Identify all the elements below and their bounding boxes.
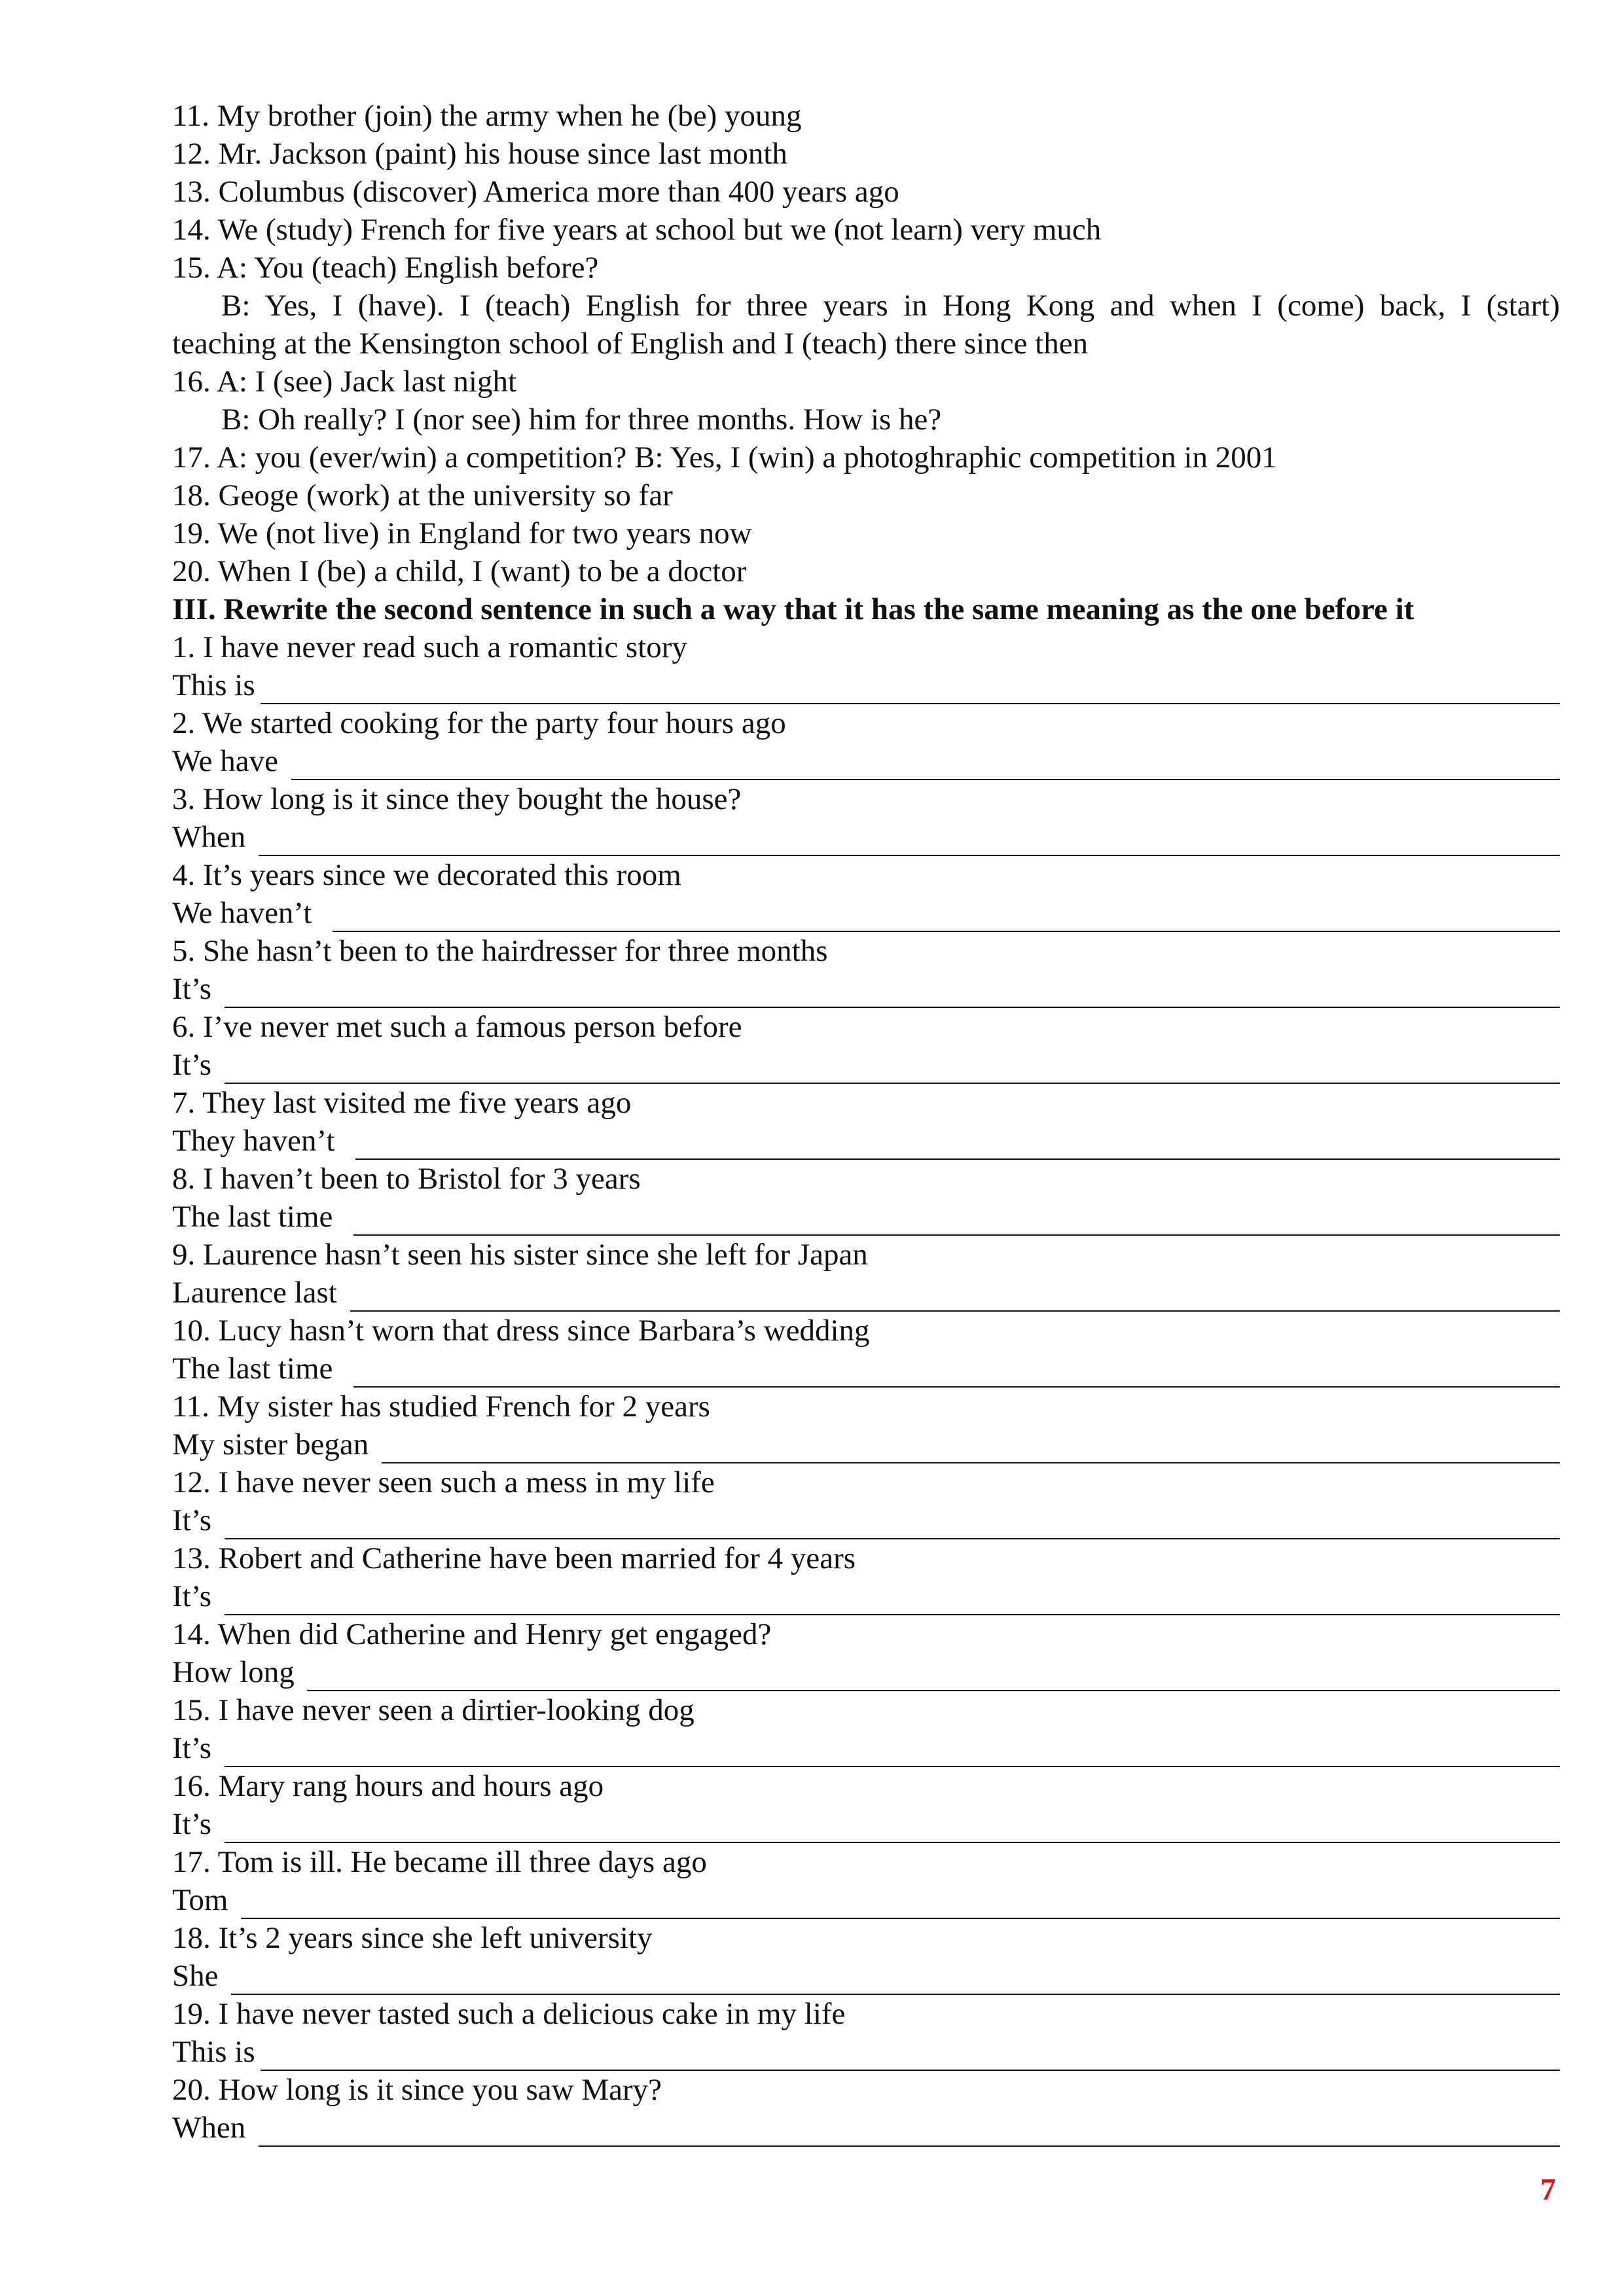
- rewrite-sentence: 14. When did Catherine and Henry get engaged?: [172, 1617, 772, 1651]
- rewrite-sentence: 15. I have never seen a dirtier-looking dog: [172, 1693, 695, 1727]
- answer-stem: It’s: [172, 1048, 219, 1082]
- exercise-item: 11. My brother (join) the army when he (be) young: [172, 99, 802, 133]
- exercise-item: 13. Columbus (discover) America more than 400 years ago: [172, 175, 899, 209]
- rewrite-sentence: 12. I have never seen such a mess in my life: [172, 1465, 715, 1499]
- answer-blank-line[interactable]: [241, 1889, 1560, 1919]
- answer-stem: The last time: [172, 1200, 348, 1234]
- answer-blank-line[interactable]: [261, 2041, 1560, 2071]
- rewrite-answer-row: [172, 1577, 1560, 1615]
- rewrite-sentence: 4. It’s years since we decorated this room: [172, 858, 681, 892]
- exercise-item: 12. Mr. Jackson (paint) his house since last month: [172, 137, 787, 171]
- answer-blank-line[interactable]: [382, 1433, 1560, 1463]
- rewrite-sentence: 17. Tom is ill. He became ill three days ago: [172, 1845, 707, 1879]
- rewrite-sentence: 20. How long is it since you saw Mary?: [172, 2073, 662, 2107]
- answer-stem: When: [172, 2111, 253, 2145]
- exercise-item: 20. When I (be) a child, I (want) to be a doctor: [172, 554, 747, 588]
- rewrite-answer-row: [172, 2109, 1560, 2147]
- answer-blank-line[interactable]: [225, 1813, 1560, 1843]
- rewrite-sentence: 13. Robert and Catherine have been married for 4 years: [172, 1541, 856, 1575]
- answer-blank-line[interactable]: [259, 826, 1560, 856]
- exercise-item: 16. A: I (see) Jack last night: [172, 365, 517, 399]
- answer-stem: How long: [172, 1655, 302, 1689]
- answer-stem: It’s: [172, 1807, 219, 1841]
- rewrite-sentence: 10. Lucy hasn’t worn that dress since Barbara’s wedding: [172, 1314, 870, 1348]
- answer-stem: It’s: [172, 972, 219, 1006]
- rewrite-answer-row: [172, 1350, 1560, 1388]
- rewrite-answer-row: [172, 666, 1560, 704]
- exercise-item-continuation: teaching at the Kensington school of English and I (teach) there since then: [172, 327, 1089, 361]
- rewrite-exercise-list: [172, 628, 1560, 2147]
- answer-blank-line[interactable]: [353, 1357, 1560, 1388]
- answer-stem: It’s: [172, 1579, 219, 1613]
- rewrite-answer-row: [172, 1653, 1560, 1691]
- answer-stem: It’s: [172, 1731, 219, 1765]
- answer-stem: We haven’t: [172, 896, 327, 930]
- rewrite-sentence: 8. I haven’t been to Bristol for 3 years: [172, 1162, 641, 1196]
- rewrite-answer-row: [172, 1501, 1560, 1539]
- section-heading: III. Rewrite the second sentence in such a way that it has the same meaning as the one before it: [172, 592, 1415, 626]
- answer-blank-line[interactable]: [225, 978, 1560, 1008]
- worksheet-page: [172, 97, 1560, 2147]
- rewrite-sentence: 16. Mary rang hours and hours ago: [172, 1769, 604, 1803]
- answer-blank-line[interactable]: [353, 1206, 1560, 1236]
- rewrite-answer-row: [172, 970, 1560, 1008]
- answer-stem: They haven’t: [172, 1124, 350, 1158]
- answer-blank-line[interactable]: [225, 1737, 1560, 1767]
- rewrite-answer-row: [172, 1198, 1560, 1236]
- answer-stem: She: [172, 1959, 226, 1993]
- rewrite-answer-row: [172, 1046, 1560, 1084]
- exercise-item: 15. A: You (teach) English before?: [172, 251, 599, 285]
- rewrite-sentence: 5. She hasn’t been to the hairdresser for three months: [172, 934, 828, 968]
- rewrite-answer-row: [172, 742, 1560, 780]
- rewrite-answer-row: [172, 894, 1560, 932]
- rewrite-sentence: 3. How long is it since they bought the house?: [172, 782, 742, 816]
- answer-stem: The last time: [172, 1352, 348, 1386]
- exercise-item-continuation: B: Yes, I (have). I (teach) English for three years in Hong Kong and when I (come) back, I (start): [221, 289, 1560, 323]
- answer-stem: My sister began: [172, 1427, 376, 1462]
- rewrite-answer-row: [172, 1122, 1560, 1160]
- answer-blank-line[interactable]: [350, 1282, 1560, 1312]
- answer-blank-line[interactable]: [259, 2117, 1560, 2147]
- answer-blank-line[interactable]: [225, 1054, 1560, 1084]
- answer-blank-line[interactable]: [231, 1965, 1560, 1995]
- rewrite-sentence: 19. I have never tasted such a delicious cake in my life: [172, 1997, 846, 2031]
- rewrite-sentence: 18. It’s 2 years since she left university: [172, 1921, 653, 1955]
- rewrite-answer-row: [172, 1729, 1560, 1767]
- rewrite-answer-row: [172, 1274, 1560, 1312]
- answer-blank-line[interactable]: [355, 1130, 1560, 1160]
- answer-stem: Tom: [172, 1883, 236, 1917]
- answer-blank-line[interactable]: [333, 902, 1560, 932]
- rewrite-answer-row: [172, 818, 1560, 856]
- page-number: 7: [1540, 2172, 1556, 2207]
- answer-blank-line[interactable]: [307, 1661, 1560, 1691]
- answer-blank-line[interactable]: [225, 1509, 1560, 1539]
- rewrite-answer-row: [172, 1957, 1560, 1995]
- rewrite-answer-row: [172, 1881, 1560, 1919]
- answer-blank-line[interactable]: [225, 1585, 1560, 1615]
- rewrite-sentence: 1. I have never read such a romantic story: [172, 630, 687, 664]
- answer-stem: This is: [172, 668, 255, 702]
- rewrite-sentence: 7. They last visited me five years ago: [172, 1086, 632, 1120]
- exercise-item: 19. We (not live) in England for two years now: [172, 516, 752, 550]
- answer-stem: When: [172, 820, 253, 854]
- rewrite-answer-row: [172, 1426, 1560, 1463]
- answer-stem: This is: [172, 2035, 255, 2069]
- rewrite-sentence: 6. I’ve never met such a famous person before: [172, 1010, 742, 1044]
- exercise-item: 17. A: you (ever/win) a competition? B: Yes, I (win) a photoghraphic competition in 2001: [172, 440, 1277, 475]
- answer-stem: Laurence last: [172, 1276, 345, 1310]
- answer-stem: It’s: [172, 1503, 219, 1537]
- rewrite-answer-row: [172, 2033, 1560, 2071]
- rewrite-sentence: 11. My sister has studied French for 2 years: [172, 1390, 710, 1424]
- exercise-item: 18. Geoge (work) at the university so far: [172, 478, 673, 512]
- rewrite-sentence: 9. Laurence hasn’t seen his sister since she left for Japan: [172, 1238, 868, 1272]
- answer-blank-line[interactable]: [261, 674, 1560, 704]
- answer-stem: We have: [172, 744, 286, 778]
- rewrite-answer-row: [172, 1805, 1560, 1843]
- exercise-item-continuation: B: Oh really? I (nor see) him for three months. How is he?: [221, 403, 942, 437]
- answer-blank-line[interactable]: [291, 750, 1560, 780]
- exercise-item: 14. We (study) French for five years at school but we (not learn) very much: [172, 213, 1102, 247]
- rewrite-sentence: 2. We started cooking for the party four hours ago: [172, 706, 786, 740]
